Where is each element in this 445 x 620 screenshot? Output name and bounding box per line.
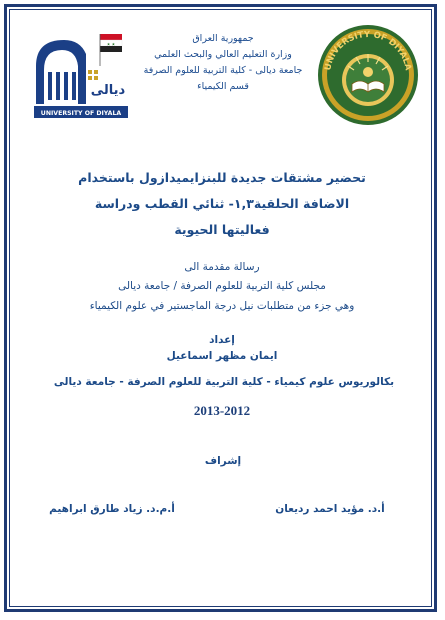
author-degree: بكالوريوس علوم كيمياء - كلية التربية للعلوم الصرفة - جامعة ديالى <box>53 376 395 388</box>
header-university: جامعة ديالى - كلية التربية للعلوم الصرفة <box>143 65 303 76</box>
header-department: قسم الكيمياء <box>197 81 249 92</box>
thesis-title-line3: فعاليتها الحيوية <box>174 222 270 237</box>
submission-line3: وهي جزء من متطلبات نيل درجة الماجستير في علوم الكيمياء <box>89 300 355 312</box>
supervision-label: إشراف <box>204 455 242 467</box>
thesis-title-line2: الاضافة الحلقية١,٣- ثنائي القطب ودراسة <box>94 196 350 211</box>
seal-text: UNIVERSITY OF DIYALA <box>323 29 413 72</box>
university-diyala-logo <box>30 26 132 124</box>
university-seal-logo <box>316 24 420 126</box>
logo-arabic-text: ديالى <box>90 83 126 98</box>
prepared-by-label: إعداد <box>209 334 235 346</box>
logo-caption: UNIVERSITY OF DIYALA <box>40 110 122 117</box>
submission-line2: مجلس كلية التربية للعلوم الصرفة / جامعة ديالى <box>118 280 326 292</box>
svg-text:★ ★: ★ ★ <box>106 41 116 47</box>
header-ministry: وزارة التعليم العالي والبحث العلمي <box>154 49 292 60</box>
thesis-title-line1: تحضير مشتقات جديدة للبنزايميدازول باستخدام <box>78 170 366 185</box>
author-name: ايمان مظهر اسماعيل <box>166 350 278 362</box>
submission-line1: رسالة مقدمة الى <box>184 261 260 273</box>
supervisor-2: أ.م.د. زياد طارق ابراهيم <box>49 503 175 515</box>
header-country: جمهورية العراق <box>192 33 254 44</box>
academic-year: 2013-2012 <box>193 403 251 418</box>
supervisor-1: أ.د. مؤيد احمد رديعان <box>275 503 385 515</box>
